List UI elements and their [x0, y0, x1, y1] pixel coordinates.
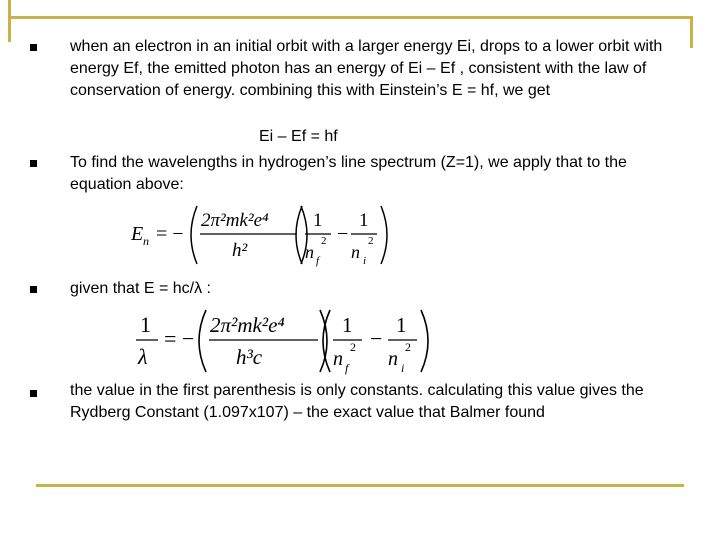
bullet-marker: [30, 286, 37, 293]
energy-level-equation: [125, 200, 395, 270]
eq1-paren2-open: [296, 206, 302, 264]
eq2-ni: n: [388, 348, 398, 370]
eq2-nf-sq: 2: [350, 340, 356, 354]
bullet-text-rydberg-constant: the value in the first parenthesis is only constants. calculating this value gives the Rydberg Constant (1.097x107) – the exact value that Balmer found: [70, 382, 644, 421]
eq2-nf: n: [333, 348, 343, 370]
eq1-ni: n: [351, 242, 360, 262]
eq1-nf-sq: 2: [321, 235, 327, 247]
eq1-lhs: E: [131, 223, 144, 245]
eq2-nf-sub: f: [345, 361, 349, 375]
eq2-equals: = −: [164, 326, 195, 351]
bullet-marker: [30, 160, 37, 167]
frame-top-line: [8, 16, 693, 19]
bullet-text-hydrogen-spectrum: To find the wavelengths in hydrogen’s line spectrum (Z=1), we apply that to the equation above:: [70, 154, 627, 193]
frame-right-line: [690, 16, 693, 48]
eq2-ni-sq: 2: [405, 340, 411, 354]
center-equation: Ei – Ef = hf: [259, 128, 338, 145]
bullet-marker: [30, 390, 37, 397]
eq2-paren2-close: [421, 310, 428, 372]
eq2-one-b: 1: [396, 313, 407, 337]
eq1-lhs-sub: n: [143, 234, 149, 248]
eq1-nf: n: [305, 242, 314, 262]
eq2-numerator: 2π²mk²e⁴: [210, 313, 285, 337]
eq1-paren2-close: [381, 206, 387, 264]
eq1-ni-sub: i: [363, 255, 367, 267]
frame-left-line: [8, 0, 11, 42]
eq1-paren-open: [191, 206, 197, 264]
eq2-one-a: 1: [342, 313, 353, 337]
eq1-equals: = −: [156, 223, 184, 245]
eq1-nf-sub: f: [316, 255, 320, 267]
eq2-ni-sub: i: [401, 361, 405, 375]
bullet-marker: [30, 44, 37, 51]
eq2-minus: −: [370, 326, 383, 351]
bullet-text-wavelength-relation: given that E = hc/λ :: [70, 280, 211, 297]
eq2-lambda: λ: [138, 344, 148, 369]
frame-bottom-line: [36, 484, 684, 487]
eq1-ni-sq: 2: [368, 235, 374, 247]
eq2-paren-open: [199, 310, 206, 372]
eq1-one-b: 1: [359, 210, 369, 231]
eq1-minus: −: [337, 223, 349, 245]
eq1-numerator: 2π²mk²e⁴: [201, 210, 269, 231]
rydberg-wavelength-equation: [130, 304, 440, 378]
eq1-one-a: 1: [313, 210, 323, 231]
eq2-denominator: h³c: [236, 345, 263, 369]
bullet-text-energy-conservation: when an electron in an initial orbit with a larger energy Ei, drops to a lower orbit with energy Ef, the emitted photon has an energy of Ei – Ef , consistent with the law of conservation of energy. combining this with Einstein’s E = hf, we get: [70, 38, 663, 99]
eq1-denominator: h²: [232, 240, 248, 261]
eq2-one: 1: [140, 312, 151, 337]
